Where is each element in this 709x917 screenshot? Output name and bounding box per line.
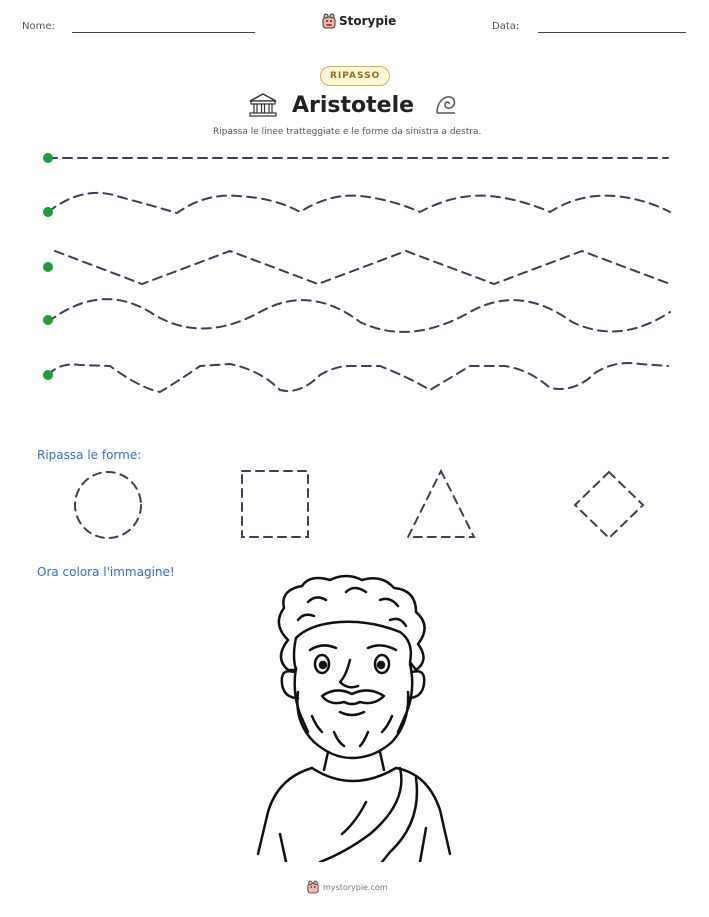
toga-drape — [320, 768, 417, 862]
trace-circle — [75, 472, 141, 538]
coloring-heading: Ora colora l'immagine! — [37, 565, 175, 579]
start-dot — [43, 207, 53, 217]
date-label: Data: — [492, 21, 520, 32]
trace-line-bumps — [48, 363, 668, 392]
trace-line-wave-2 — [48, 299, 670, 332]
footer — [307, 880, 388, 894]
trace-line-wave-1 — [48, 193, 670, 213]
name-label: Nome: — [22, 21, 55, 32]
mustache — [322, 690, 384, 704]
start-dot — [43, 153, 53, 163]
beard — [297, 692, 408, 758]
brand-name: Storypie — [339, 14, 397, 28]
footer-url[interactable]: mystorypie.com — [323, 882, 388, 892]
face — [295, 664, 413, 732]
storypie-logo-icon — [307, 880, 319, 894]
shapes-heading: Ripassa le forme: — [37, 448, 142, 462]
start-dot — [43, 315, 53, 325]
page-title: Aristotele — [292, 93, 415, 118]
trace-line-zigzag — [55, 251, 670, 284]
tracing-lines — [0, 0, 709, 400]
review-badge: RIPASSO — [320, 66, 390, 86]
tracing-shapes — [0, 462, 709, 552]
trace-diamond — [575, 472, 643, 538]
instructions: Ripassa le linee tratteggiate e le forme da sinistra a destra. — [213, 127, 482, 137]
trace-square — [242, 471, 308, 537]
trace-triangle — [408, 471, 474, 537]
start-dot — [43, 370, 53, 380]
start-dot — [43, 262, 53, 272]
aristotle-coloring-image — [250, 572, 460, 862]
